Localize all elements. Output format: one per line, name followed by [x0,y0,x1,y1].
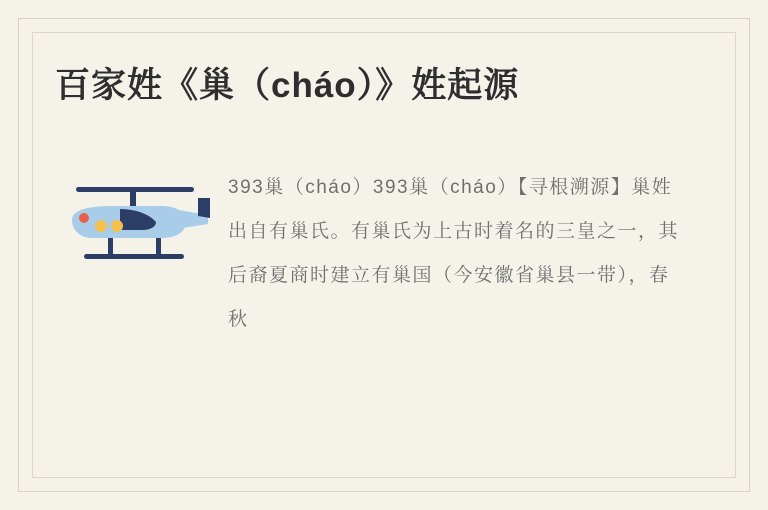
helicopter-icon [58,168,213,278]
page-title: 百家姓《巢（cháo）》姓起源 [55,66,520,105]
article-body: 393巢（cháo）393巢（cháo）【寻根溯源】巢姓出自有巢氏。有巢氏为上古时着名的三皇之一，其后裔夏商时建立有巢国（今安徽省巢县一带），春秋 [228,177,680,330]
